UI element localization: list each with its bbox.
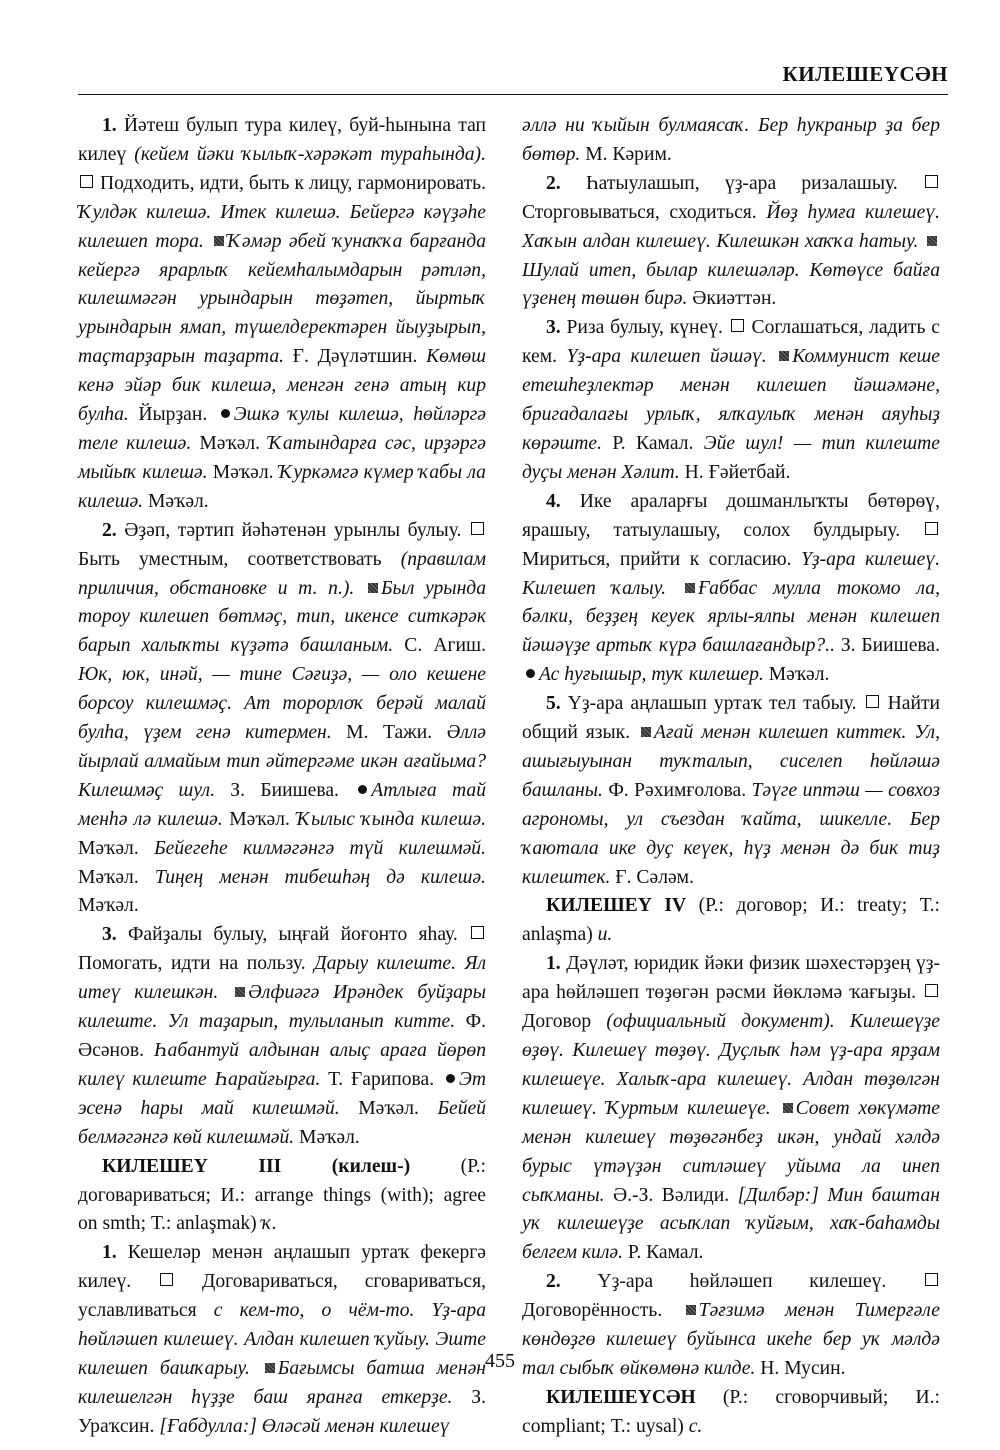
- definition: Йәтеш булып тура килеү, буй-һынына тап килеү: [78, 115, 486, 165]
- quote: Һабантуй алдынан алыҫ араға йөрөп килеү килеште Һарайғырға.: [78, 1040, 486, 1090]
- quote: Тәғзимә менән Тимерғәле көндөҙгө килешеү буйынса икеһе бер уҡ мәлдә тал сыбыҡ өйкөмөнә килде.: [522, 1300, 940, 1379]
- source: Т. Ғарипова.: [320, 1068, 443, 1090]
- proverb: Ҡатындарға сәс, ирҙәргә мыйыҡ килешә.: [78, 432, 487, 483]
- source: Мәҡәл.: [294, 1126, 360, 1148]
- sense-number: 1.: [546, 953, 561, 975]
- examples: Үҙ-ара килешеү. Килешеп ҡалыу.: [522, 548, 940, 599]
- sense-number: 2.: [546, 172, 561, 194]
- part-of-speech: с.: [688, 1415, 703, 1437]
- source: Әкиәттән.: [687, 288, 777, 310]
- sense-5: [522, 690, 940, 892]
- definition: Файҙалы булыу, ыңғай йоғонто яһау.: [116, 924, 469, 946]
- quote-marker-icon: [779, 351, 789, 361]
- source: Мәҡәл.: [222, 808, 297, 830]
- source: Ә.-З. Вәлиди.: [604, 1184, 738, 1206]
- translation: Сторговываться, сходиться.: [522, 201, 767, 223]
- source: Мәҡәл.: [78, 895, 139, 917]
- proverb-marker-icon: [358, 785, 367, 794]
- sense-number: 3.: [102, 924, 117, 946]
- sense-4: [522, 488, 940, 690]
- sense-number: 5.: [546, 693, 561, 715]
- definition: Кешеләр менән аңлашып уртаҡ фекергә килеү.: [78, 1242, 486, 1293]
- proverb-marker-icon: [446, 1074, 455, 1083]
- sense-3: [522, 314, 940, 487]
- translation-square-icon: [731, 319, 744, 332]
- examples: Дарыу килеште. Ял итеү килешкән.: [78, 953, 486, 1004]
- definition: Ике араларғы дошманлыҡты бөтөрөү, ярашыу, татыулашыу, солох булдырыу.: [522, 490, 940, 541]
- quote-marker-icon: [368, 583, 378, 593]
- examples: Үҙ-ара килешеп йәшәү.: [566, 346, 767, 368]
- translation: Договорённость.: [522, 1300, 683, 1322]
- quote: Юк, юк, инәй, — тине Сәғиҙә, — оло кешене борсоу килешмәҫ. Ат торорлоҡ берәй малай булһа, үҙем генә китермен.: [78, 664, 486, 744]
- quote-marker-icon: [927, 236, 937, 246]
- proverb: Бейегеһе килмәгәнгә түй килешмәй.: [154, 837, 486, 859]
- translation: Соглашаться, ладить с кем.: [522, 317, 940, 368]
- source: С. Агиш.: [393, 635, 486, 657]
- translation-square-icon: [925, 984, 938, 997]
- proverb: Бейей белмәгәнгә көй килешмәй.: [78, 1097, 487, 1148]
- quote-marker-icon: [686, 1305, 696, 1315]
- source: Н. Ғәйетбай.: [679, 461, 791, 483]
- translation: Мириться, прийти к согласию.: [522, 548, 802, 570]
- source: Мәҡәл.: [763, 664, 830, 686]
- source: Р. Камал.: [602, 432, 704, 454]
- source: М. Кәрим.: [580, 143, 672, 165]
- part-of-speech: и.: [597, 924, 613, 946]
- sense-1: [522, 950, 940, 1268]
- sense-3: [78, 921, 486, 1152]
- source: М. Тажи.: [331, 722, 447, 744]
- quote: Әллә йырлай алмайым тип әйтергәме икән ағайыма? Килешмәҫ шул.: [78, 722, 486, 801]
- translation-square-icon: [160, 1273, 173, 1286]
- source: Мәҡәл.: [339, 1097, 438, 1119]
- sense-number: 1.: [102, 115, 117, 136]
- source: З. Биишева.: [834, 635, 940, 657]
- sense-number: 4.: [546, 490, 561, 512]
- source: Р. Камал.: [622, 1242, 704, 1264]
- quote: [Дилбәр:] Мин баштан уҡ килешеүҙе асыҡлап ҡуйғым, хаҡ-баһамды белгем килә.: [522, 1184, 940, 1264]
- source: Ғ. Дәүләтшин.: [284, 346, 427, 368]
- headword: КИЛЕШЕҮ III (килеш-): [102, 1155, 411, 1177]
- source: Йырҙан.: [128, 404, 208, 426]
- proverb: Ас һуғышыр, туҡ килешер.: [539, 664, 764, 686]
- quote: [Ғабдулла:] Өләсәй менән килешеү: [159, 1415, 450, 1437]
- entry-kileshew-3: [78, 1153, 486, 1240]
- definition: Дәүләт, юридик йәки физик шәхестәрҙең үҙ-ара һөйләшеп төҙөгән рәсми йөкләмә ҡағыҙы.: [522, 953, 940, 1004]
- entry-kileshew-4: [522, 892, 940, 950]
- source: Ф. Рәхимғолова.: [602, 779, 752, 801]
- quote: Ҡәмәр әбей ҡунаҡҡа барғанда кейергә ярарлыҡ кейемһалымдарын рәтләп, килешмәгән урындарын төҙәтеп, йыртыҡ урындарын ямап, түшелдеректәрен йыуҙырып, таҫтарҙарын таҙарта.: [78, 230, 486, 368]
- source: Мәҡәл.: [207, 461, 279, 483]
- examples: Ҡулдәк килешә. Итек килешә. Бейергә кәүҙәһе килешеп тора.: [78, 201, 486, 252]
- quote: Коммунист кеше етешһеҙлектәр менән килешеп йәшәмәне, бригадалағы урлыҡ, ялҡаулыҡ менән аяуһыҙ көрәште.: [522, 346, 940, 454]
- quote: әллә ни ҡыйын булмаясаҡ. Бер һукраныр ҙа бер бөтөр.: [522, 115, 940, 165]
- proverb: Ҡуркәмгә күмер ҡабы ла килешә.: [78, 461, 486, 512]
- sense-1: [78, 1239, 486, 1441]
- header-rule: [78, 94, 948, 95]
- quote: Ғаббас мулла токомо ла, бәлки, беҙҙең кеуек ярлы-ялпы менән килешеп йәшәүҙе артыҡ күрә башлағандыр?..: [522, 577, 940, 657]
- proverb: Эшкә ҡулы килешә, һөйләргә теле килешә.: [78, 404, 486, 454]
- quote-marker-icon: [685, 583, 695, 593]
- quote-marker-icon: [214, 236, 224, 246]
- translation-square-icon: [925, 1273, 938, 1286]
- note: (правилам приличия, обстановке и т. п.).: [78, 548, 486, 599]
- sense-number: 2.: [102, 519, 117, 541]
- sense-1: [78, 112, 486, 517]
- proverb: Эт эсенә һары май килешмәй.: [78, 1068, 487, 1119]
- source: Мәҡәл.: [191, 432, 269, 454]
- translation-square-icon: [80, 175, 93, 188]
- source: Мәҡәл.: [78, 837, 155, 859]
- proverb: Тиңең менән тибешһәң дә килешә.: [154, 866, 487, 888]
- continued-quote: [522, 112, 940, 170]
- etymology: (Р.: договор; И.: treaty; Т.: anlaşma): [522, 895, 940, 946]
- quote: Совет хөкүмәте менән килешеү төҙөгәнбеҙ икән, ундай хәлдә бурыс үтәүҙән ситләшеү уйыма ла инеп сыҡманы.: [522, 1097, 940, 1206]
- quote: Эйе шул! — тип килеште дуҫы менән Хәлит.: [522, 432, 940, 483]
- definition: Риза булыу, күнеү.: [560, 317, 729, 339]
- quote: Көмөш кенә эйәр бик килешә, менгән генә атың кир булһа.: [78, 346, 486, 426]
- proverb-marker-icon: [221, 409, 230, 418]
- quote: Тәүге иптәш — совхоз агрономы, ул съездан ҡайта, шикелле. Бер ҡаютала ике дуҫ кеүек, һүҙ менән дә бик тиҙ килештек.: [522, 779, 940, 888]
- page-number: 455: [485, 1350, 515, 1372]
- source: Н. Мусин.: [755, 1357, 846, 1379]
- quote: Ағай менән килешеп киттек. Ул, ашығыуынан туҡталып, сиселеп һөйләшә башланы.: [522, 722, 940, 801]
- entry-kileshewsen: [522, 1384, 940, 1442]
- sense-2: [78, 517, 486, 922]
- etymology: (Р.: договариваться; И.: arrange things (with); agree on smth; Т.: anlaşmak): [78, 1155, 486, 1235]
- source: З. Ураҡсин.: [78, 1386, 486, 1437]
- translation: Помогать, идти на пользу.: [78, 953, 315, 975]
- sense-number: 1.: [102, 1242, 117, 1264]
- translation: Договор: [522, 1011, 607, 1033]
- quote-marker-icon: [235, 987, 245, 997]
- proverb-marker-icon: [526, 669, 535, 678]
- headword: КИЛЕШЕҮ IV: [546, 895, 687, 917]
- sense-number: 2.: [546, 1271, 561, 1293]
- source: З. Биишева.: [214, 779, 355, 801]
- translation: Быть уместным, соответствовать: [78, 548, 401, 570]
- quote-marker-icon: [783, 1103, 793, 1113]
- quote: Был урында тороу килешеп бөтмәҫ, тип, икенсе ситкәрәк барып халыҡты күҙәтә башланым.: [78, 577, 487, 657]
- source: Ф. Әсәнов.: [78, 1011, 486, 1061]
- translation-square-icon: [471, 926, 484, 939]
- sense-number: 3.: [546, 317, 561, 339]
- source: Мәҡәл.: [143, 490, 209, 512]
- quote-marker-icon: [641, 727, 651, 737]
- proverb: Атлыға тай менһә лә килешә.: [78, 779, 486, 830]
- translation-square-icon: [925, 175, 938, 188]
- part-of-speech: ҡ.: [261, 1213, 277, 1235]
- translation: Найти общий язык.: [522, 693, 941, 744]
- translation: Договариваться, сговариваться, уславливаться: [78, 1271, 486, 1322]
- source: Ғ. Сәләм.: [610, 866, 694, 888]
- proverb: Ҡылыс ҡында килешә.: [296, 808, 486, 830]
- definition: Әҙәп, тәртип йәһәтенән урынлы булыу.: [116, 519, 469, 541]
- quote: Шулай итеп, былар килешәләр. Көтөүсе байға үҙенең төшөн бирә.: [522, 259, 940, 310]
- running-header: КИЛЕШЕҮСӘН: [782, 62, 948, 86]
- definition: Һатыулашып, үҙ-ара ризалашыу.: [560, 172, 923, 194]
- left-column: [78, 112, 486, 1442]
- translation-square-icon: [471, 522, 484, 535]
- headword: КИЛЕШЕҮСӘН: [546, 1386, 696, 1408]
- translation-square-icon: [866, 695, 879, 708]
- right-column: [522, 112, 940, 1442]
- source: Мәҡәл.: [78, 866, 155, 888]
- definition: Үҙ-ара һөйләшеп килешеү.: [560, 1271, 923, 1293]
- translation-square-icon: [925, 522, 938, 535]
- quote: Бағымсы батша менән килешелгән һүҙҙе баш яранға еткерҙе.: [78, 1357, 487, 1408]
- note: (кейем йәки ҡылыҡ-хәрәкәт тураһында).: [134, 143, 486, 165]
- examples: с кем-то, о чём-то. Үҙ-ара һөйләшеп килешеү. Алдан килешеп ҡуйыу. Эште килешеп башҡарыу.: [78, 1300, 486, 1379]
- examples: (официальный документ). Килешеүҙе өҙөү. Килешеү төҙөү. Дуҫлыҡ һәм үҙ-ара ярҙам килешеүе. Халыҡ-ара килешеү. Алдан төҙөлгән килешеү. Ҡуртым килешеүе.: [522, 1011, 940, 1119]
- examples: Йөҙ һумға килешеү. Хаҡын алдан килешеү. Килешкән хаҡҡа һатыу.: [522, 201, 940, 252]
- quote: Әлфиәгә Ирәндек буйҙары килеште. Ул таҙарып, тулыланып китте.: [78, 982, 486, 1033]
- sense-2: [522, 170, 940, 315]
- translation: Подходить, идти, быть к лицу, гармонировать.: [95, 172, 486, 194]
- definition: Үҙ-ара аңлашып уртаҡ тел табыу.: [560, 693, 864, 715]
- etymology: (Р.: сговорчивый; И.: compliant; Т.: uysal): [522, 1386, 940, 1437]
